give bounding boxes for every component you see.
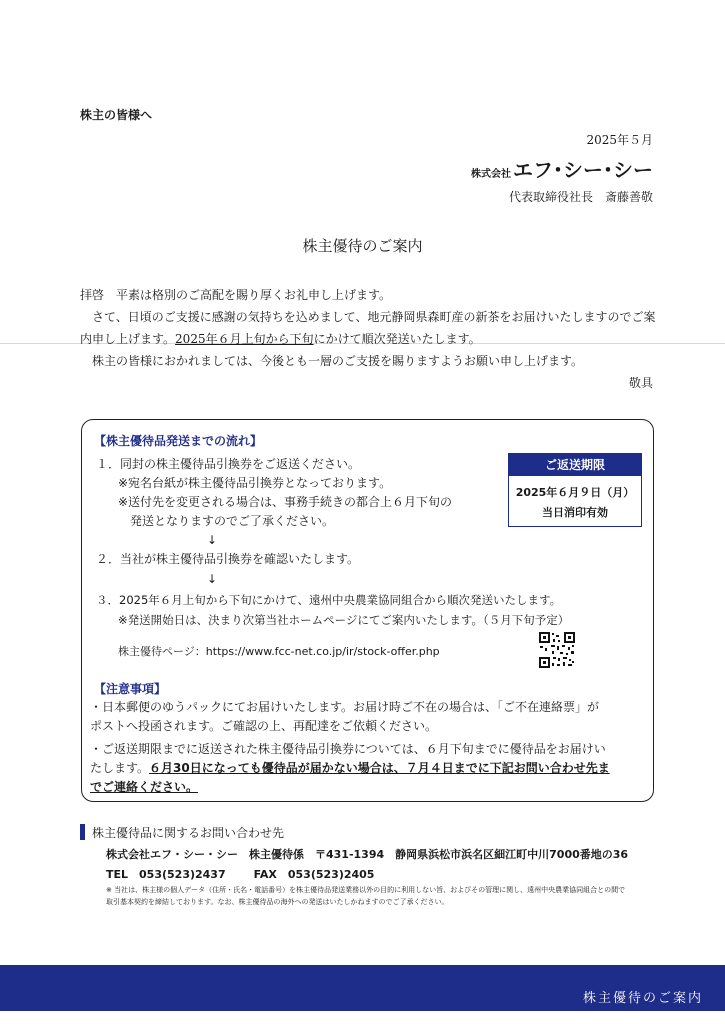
caution-item-2: ・ご返送期限までに返送された株主優待品引換券については、６月下旬までに優待品をお届けい — [90, 742, 606, 756]
flow-step-3-note: ※発送開始日は、決まり次第当社ホームページにてご案内いたします。（５月下旬予定） — [118, 613, 570, 627]
caution-item-1: ・日本郵便のゆうパックにてお届けいたします。お届け時ご不在の場合は、「ご不在連絡票」が — [90, 700, 600, 714]
contact-address: 株式会社エフ・シー・シー 株主優待係 〒431-1394 静岡県浜松市浜名区細江町中川7000番地の36 — [106, 848, 629, 861]
caution-item-2-emphasis: ６月30日になっても優待品が届かない場合は、７月４日までに下記お問い合わせ先ま — [149, 761, 610, 775]
tel-number: TEL 053(523)2437 — [106, 868, 226, 881]
shipping-period: 2025年６月上旬から下旬 — [175, 332, 314, 346]
return-deadline-box — [508, 453, 642, 527]
deadline-date: 2025年６月９日（月） — [515, 486, 635, 499]
letter-regards: 株主の皆様におかれましては、今後とも一層のご支援を賜りますようお願い申し上げます。 — [92, 354, 584, 368]
letter-body-text-end: にかけて順次発送いたします。 — [313, 332, 481, 346]
footer-banner-text: 株主優待のご案内 — [582, 991, 703, 1006]
contact-phone — [106, 866, 374, 882]
caution-item-2-emphasis-cont: でご連絡ください。 — [90, 780, 199, 794]
flow-step-1-note-2-cont: 発送となりますのでご了承ください。 — [130, 514, 335, 528]
arrow-down-icon: ↓ — [207, 572, 218, 586]
company-name-text: エフ･シー･シー — [513, 158, 653, 182]
letter-body-text: さて、日頃のご支援に感謝の気持ちを込めまして、地元静岡県森町産の新茶をお届けいたしますのでご案内申し上げます。 — [80, 310, 656, 346]
page-title: 株主優待のご案内 — [302, 237, 423, 255]
flow-step-2: ２．当社が株主優待品引換券を確認いたします。 — [96, 552, 360, 566]
addressee: 株主の皆様へ — [80, 108, 153, 122]
fax-number: FAX 053(523)2405 — [253, 868, 375, 881]
flow-step-1-note-2: ※送付先を変更される場合は、事務手続きの都合上６月下旬の — [118, 495, 453, 509]
privacy-note: ※ 当社は、株主様の個人データ（住所・氏名・電話番号）を株主優待品発送業務以外の目的に利用しない旨、およびその管理に関し、遠州中央農業協同組合との間で取引基本契約を締結しております。なお、株主優待品の海外への発送はいたしかねますのでご了承ください。 — [106, 886, 626, 906]
letter-closing: 敬具 — [628, 376, 653, 390]
caution-item-2-cont — [90, 759, 610, 778]
company-name — [471, 154, 653, 183]
flow-heading: 【株主優待品発送までの流れ】 — [94, 434, 263, 448]
qr-code-icon[interactable] — [538, 631, 576, 669]
caution-heading: 【注意事項】 — [94, 682, 167, 696]
flow-step-3: ３．2025年６月上旬から下旬にかけて、遠州中央農業協同組合から順次発送いたします。 — [96, 593, 562, 607]
letter-greeting: 拝啓 平素は格別のご高配を賜り厚くお礼申し上げます。 — [80, 288, 392, 302]
arrow-down-icon: ↓ — [207, 533, 218, 547]
issue-date: 2025年５月 — [586, 133, 653, 147]
flow-step-1-note-1: ※宛名台紙が株主優待品引換券となっております。 — [118, 476, 392, 490]
caution-item-1-cont: ポストへ投函されます。ご確認の上、再配達をご依頼ください。 — [90, 719, 438, 733]
contact-heading: 株主優待品に関するお問い合わせ先 — [92, 826, 285, 840]
letter-body — [80, 306, 660, 350]
deadline-postmark-note: 当日消印有効 — [542, 506, 608, 519]
flow-step-1: １．同封の株主優待品引換券をご返送ください。 — [96, 457, 361, 471]
company-prefix: 株式会社 — [471, 169, 511, 180]
signer: 代表取締役社長 斎藤善敬 — [508, 190, 653, 204]
caution-item-2-text: たします。 — [90, 761, 150, 775]
contact-marker — [80, 824, 85, 840]
stock-offer-page-link[interactable]: 株主優待ページ：https://www.fcc-net.co.jp/ir/stock-offer.php — [118, 645, 440, 658]
deadline-heading: ご返送期限 — [509, 454, 641, 476]
